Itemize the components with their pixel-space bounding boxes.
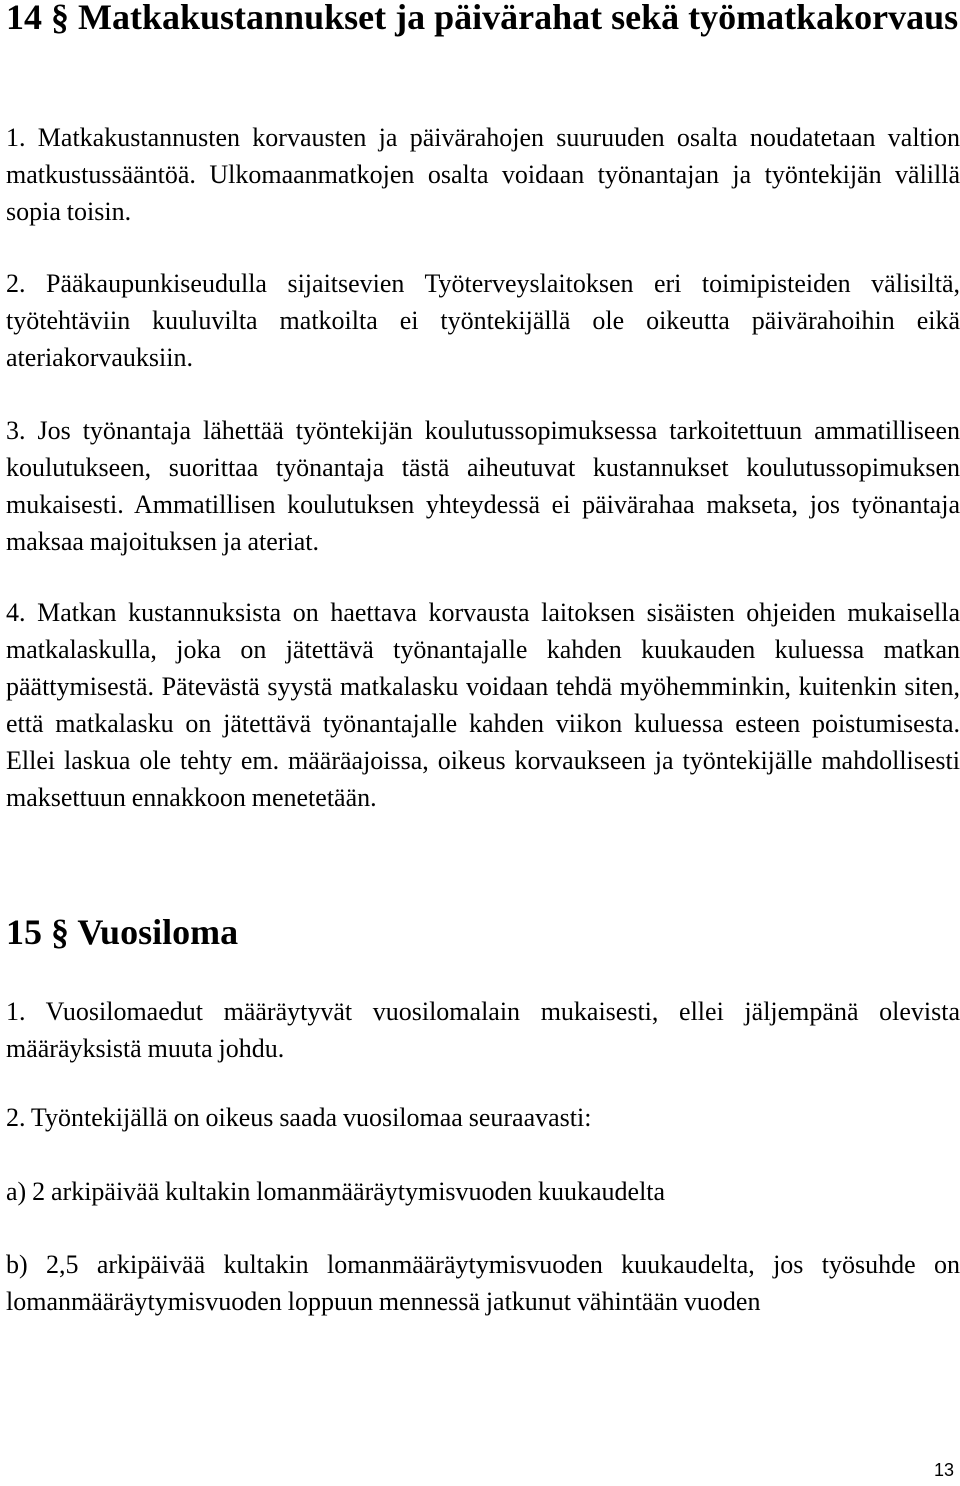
section-14-paragraph-2: 2. Pääkaupunkiseudulla sijaitsevien Työterveyslaitoksen eri toimipisteiden välisiltä, työtehtäviin kuuluvilta matkoilta ei työntekijällä ole oikeutta päivärahoihin eikä ateriakorvauksiin. xyxy=(6,269,960,372)
section-15-paragraph-2: 2. Työntekijällä on oikeus saada vuosilomaa seuraavasti: xyxy=(6,1103,592,1132)
page-number: 13 xyxy=(933,1460,954,1480)
section-14-paragraph-4: 4. Matkan kustannuksista on haettava korvausta laitoksen sisäisten ohjeiden mukaisella matkalaskulla, joka on jätettävä työnantajalle kahden kuukauden kuluessa matkan päättymisestä. Pätevästä syystä matkalasku voidaan tehdä myöhemminkin, kuitenkin siten, että matkalasku on jätettävä työnantajalle kahden viikon kuluessa esteen poistumisesta. Ellei laskua ole tehty em. määräajoissa, oikeus korvaukseen ja työntekijälle mahdollisesti maksettuun ennakkoon menetetään. xyxy=(6,598,960,812)
section-14-paragraph-3: 3. Jos työnantaja lähettää työntekijän koulutussopimuksessa tarkoitettuun ammatilliseen koulutukseen, suorittaa työnantaja tästä aiheutuvat kustannukset koulutussopimuksen mukaisesti. Ammatillisen koulutuksen yhteydessä ei päivärahaa makseta, jos työnantaja maksaa majoituksen ja ateriat. xyxy=(6,416,960,556)
section-15-item-b: b) 2,5 arkipäivää kultakin lomanmääräytymisvuoden kuukaudelta, jos työsuhde on lomanmääräytymisvuoden loppuun mennessä jatkunut vähintään vuoden xyxy=(6,1250,960,1316)
section-15-item-a: a) 2 arkipäivää kultakin lomanmääräytymisvuoden kuukaudelta xyxy=(6,1177,666,1206)
section-14-paragraph-1: 1. Matkakustannusten korvausten ja päivärahojen suuruuden osalta noudatetaan valtion matkustussääntöä. Ulkomaanmatkojen osalta voidaan työnantajan ja työntekijän välillä sopia toisin. xyxy=(6,123,960,226)
section-14-heading: 14 § Matkakustannukset ja päivärahat sekä työmatkakorvaus xyxy=(6,0,959,37)
section-15-heading: 15 § Vuosiloma xyxy=(6,912,239,952)
section-15-paragraph-1: 1. Vuosilomaedut määräytyvät vuosilomalain mukaisesti, ellei jäljempänä olevista määräyksistä muuta johdu. xyxy=(6,997,960,1063)
